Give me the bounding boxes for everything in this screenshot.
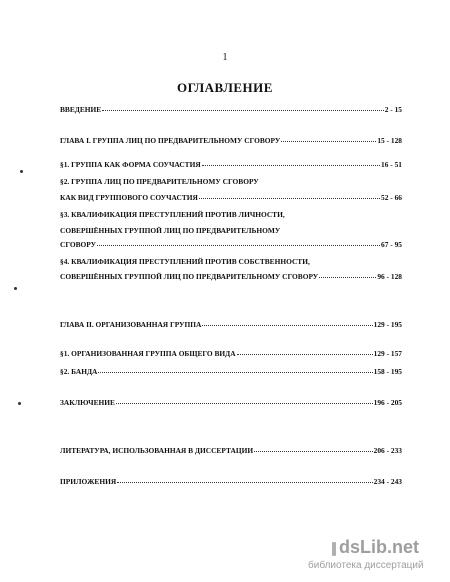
toc-entry-label: §1. ГРУППА КАК ФОРМА СОУЧАСТИЯ [60, 160, 201, 169]
toc-entry-label: ГЛАВА I. ГРУППА ЛИЦ ПО ПРЕДВАРИТЕЛЬНОМУ СГОВОРУ [60, 136, 281, 145]
toc-entry-label: ЗАКЛЮЧЕНИЕ [60, 398, 115, 407]
leader-dots [97, 245, 380, 246]
leader-dots [117, 482, 373, 483]
toc-entry-label: СОВЕРШЁННЫХ ГРУППОЙ ЛИЦ ПО ПРЕДВАРИТЕЛЬНОМУ СГОВОРУ [60, 272, 319, 281]
leader-dots [202, 165, 380, 166]
toc-entry-pages: 129 - 157 [373, 349, 402, 358]
watermark-subtitle: библиотека диссертаций [308, 560, 424, 571]
scan-speck [18, 402, 21, 405]
watermark-logo: dsLib.net [339, 537, 419, 557]
toc-entry [60, 240, 402, 249]
leader-dots [319, 277, 376, 278]
toc-entry-label: ВВЕДЕНИЕ [60, 105, 102, 114]
toc-entry-pages: 96 - 128 [377, 272, 402, 281]
toc-entry [60, 349, 402, 358]
leader-dots [116, 403, 373, 404]
toc-entry-pages: 2 - 15 [384, 105, 402, 114]
toc-entry [60, 272, 402, 281]
watermark [308, 537, 448, 577]
leader-dots [254, 451, 373, 452]
scan-speck [20, 170, 23, 173]
toc-entry-label: ЛИТЕРАТУРА, ИСПОЛЬЗОВАННАЯ В ДИССЕРТАЦИИ [60, 446, 254, 455]
toc-entry-label: ПРИЛОЖЕНИЯ [60, 477, 117, 486]
toc-entry-label: §1. ОРГАНИЗОВАННАЯ ГРУППА ОБЩЕГО ВИДА [60, 349, 236, 358]
toc-entry-pages: 196 - 205 [373, 398, 402, 407]
toc-entry-line: §4. КВАЛИФИКАЦИЯ ПРЕСТУПЛЕНИЙ ПРОТИВ СОБСТВЕННОСТИ, [60, 257, 310, 266]
toc-entry-label: КАК ВИД ГРУППОВОГО СОУЧАСТИЯ [60, 193, 198, 202]
toc-entry-pages: 67 - 95 [381, 240, 402, 249]
leader-dots [199, 198, 380, 199]
toc-entry [60, 160, 402, 169]
toc-entry-pages: 16 - 51 [381, 160, 402, 169]
leader-dots [237, 354, 373, 355]
toc-entry-line: §3. КВАЛИФИКАЦИЯ ПРЕСТУПЛЕНИЙ ПРОТИВ ЛИЧНОСТИ, [60, 210, 285, 219]
toc-entry [60, 105, 402, 114]
page-number: 1 [222, 52, 228, 63]
toc-entry [60, 193, 402, 202]
toc-entry-line: СОВЕРШЁННЫХ ГРУППОЙ ЛИЦ ПО ПРЕДВАРИТЕЛЬНОМУ [60, 226, 281, 235]
toc-entry [60, 367, 402, 376]
toc-entry-line: §2. ГРУППА ЛИЦ ПО ПРЕДВАРИТЕЛЬНОМУ СГОВОРУ [60, 177, 259, 186]
toc-entry-pages: 234 - 243 [373, 477, 402, 486]
toc-entry-pages: 15 - 128 [377, 136, 402, 145]
toc-entry-label: СГОВОРУ [60, 240, 97, 249]
toc-entry-label: ГЛАВА II. ОРГАНИЗОВАННАЯ ГРУППА [60, 320, 202, 329]
scan-speck [14, 287, 17, 290]
leader-dots [202, 325, 372, 326]
toc-entry [60, 446, 402, 455]
toc-entry-pages: 129 - 195 [373, 320, 402, 329]
leader-dots [98, 372, 372, 373]
book-icon [332, 542, 336, 556]
toc-entry-pages: 158 - 195 [373, 367, 402, 376]
toc-entry-label: §2. БАНДА [60, 367, 98, 376]
toc-entry [60, 398, 402, 407]
leader-dots [281, 141, 376, 142]
toc-entry [60, 136, 402, 145]
toc-title: ОГЛАВЛЕНИЕ [177, 80, 273, 95]
toc-entry-pages: 206 - 233 [373, 446, 402, 455]
toc-entry-pages: 52 - 66 [381, 193, 402, 202]
toc-entry [60, 477, 402, 486]
toc-entry [60, 320, 402, 329]
leader-dots [102, 110, 384, 111]
